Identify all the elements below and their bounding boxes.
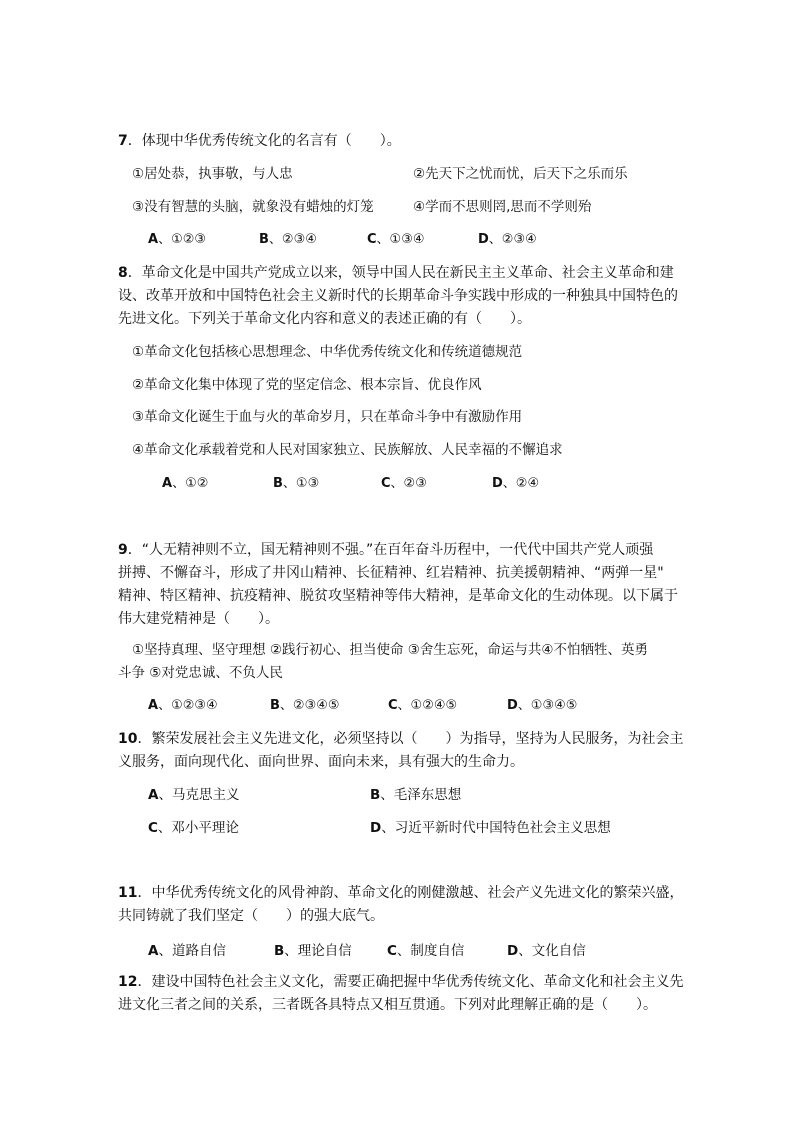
q7-choice-c[interactable]: C、①③④ (367, 232, 425, 247)
q11-choice-d[interactable]: D、文化自信 (507, 943, 586, 959)
question-9-stem-line-3: 精神、特区精神、抗疫精神、脱贫攻坚精神等伟大精神，是革命文化的生动体现。以下属于 (118, 588, 678, 604)
question-number: 10 (118, 731, 138, 747)
q9-items-line-1: ①坚持真理、坚守理想 ②践行初心、担当使命 ③舍生忘死，命运与共④不怕牺牲、英勇 (132, 642, 648, 658)
question-9-stem: 9．“人无精神则不立，国无精神则不强。”在百年奋斗历程中，一代代中国共产党人顽强 (118, 542, 654, 558)
question-11-stem-line-2: 共同铸就了我们坚定（ ）的强大底气。 (118, 908, 384, 924)
question-9-stem-line-4: 伟大建党精神是（ ）。 (118, 611, 279, 627)
q8-item-2: ②革命文化集中体现了党的坚定信念、根本宗旨、优良作风 (132, 377, 482, 393)
q9-choice-d[interactable]: D、①③④⑤ (507, 698, 578, 713)
q8-choice-a[interactable]: A、①② (162, 476, 209, 491)
question-number: 11 (118, 885, 138, 901)
q8-item-1: ①革命文化包括核心思想理念、中华优秀传统文化和传统道德规范 (132, 344, 523, 360)
q9-items-line-2: 斗争 ⑤对党忠诚、不负人民 (118, 665, 283, 681)
q10-choice-c[interactable]: C、邓小平理论 (148, 820, 239, 836)
q7-item-4: ④学而不思则罔,思而不学则殆 (413, 199, 592, 215)
q10-choice-d[interactable]: D、习近平新时代中国特色社会主义思想 (370, 820, 611, 836)
q8-item-4: ④革命文化承载着党和人民对国家独立、民族解放、人民幸福的不懈追求 (132, 442, 563, 458)
q10-choice-b[interactable]: B、毛泽东思想 (370, 787, 462, 803)
q9-choice-b[interactable]: B、②③④⑤ (270, 698, 340, 713)
question-number: 8 (118, 265, 128, 281)
q11-choice-c[interactable]: C、制度自信 (387, 943, 465, 959)
question-8-stem-line-2: 设、改革开放和中国特色社会主义新时代的长期革命斗争实践中形成的一种独具中国特色的 (118, 288, 678, 304)
q10-choice-a[interactable]: A、马克思主义 (148, 787, 240, 803)
question-number: 12 (118, 974, 138, 990)
question-11-stem: 11．中华优秀传统文化的风骨神韵、革命文化的刚健激越、社会产义先进文化的繁荣兴盛， (118, 885, 684, 901)
question-8-stem: 8．革命文化是中国共产党成立以来，领导中国人民在新民主主义革命、社会主义革命和建 (118, 265, 674, 281)
question-10-stem-line-2: 义服务，面向现代化、面向世界、面向未来，具有强大的生命力。 (118, 754, 524, 770)
q11-choice-b[interactable]: B、理论自信 (274, 943, 352, 959)
q7-choice-b[interactable]: B、②③④ (259, 232, 317, 247)
stem-text: ．体现中华优秀传统文化的名言有（ ）。 (127, 133, 401, 149)
q9-choice-a[interactable]: A、①②③④ (148, 698, 218, 713)
q8-choice-c[interactable]: C、②③ (381, 476, 427, 491)
question-8-stem-line-3: 先进文化。下列关于革命文化内容和意义的表述正确的有（ ）。 (118, 311, 531, 327)
question-7-stem (118, 131, 678, 151)
q7-item-1: ①居处恭，执事敬，与人忠 (132, 166, 293, 182)
question-9-stem-line-2: 拼搏、不懈奋斗，形成了井冈山精神、长征精神、红岩精神、抗美援朝精神、“两弹一星" (118, 565, 664, 581)
question-10-stem: 10．繁荣发展社会主义先进文化，必须坚持以（ ）为指导，坚持为人民服务，为社会主 (118, 731, 684, 747)
q7-choice-d[interactable]: D、②③④ (478, 232, 537, 247)
question-number: 9 (118, 542, 128, 558)
q11-choice-a[interactable]: A、道路自信 (148, 943, 226, 959)
q8-item-3: ③革命文化诞生于血与火的革命岁月，只在革命斗争中有激励作用 (132, 409, 523, 425)
question-number: 7 (118, 133, 128, 149)
q7-item-2: ②先天下之忧而忧，后天下之乐而乐 (413, 166, 628, 182)
q8-choice-d[interactable]: D、②④ (492, 476, 540, 491)
question-12-stem: 12．建设中国特色社会主义文化，需要正确把握中华优秀传统文化、革命文化和社会主义先 (118, 974, 684, 990)
q8-choice-b[interactable]: B、①③ (273, 476, 320, 491)
q7-choice-a[interactable]: A、①②③ (148, 232, 207, 247)
q7-item-3: ③没有智慧的头脑，就象没有蜡烛的灯笼 (132, 199, 374, 215)
q9-choice-c[interactable]: C、①②④⑤ (388, 698, 458, 713)
question-12-stem-line-2: 进文化三者之间的关系，三者既各具特点又相互贯通。下列对此理解正确的是（ ）。 (118, 997, 657, 1013)
